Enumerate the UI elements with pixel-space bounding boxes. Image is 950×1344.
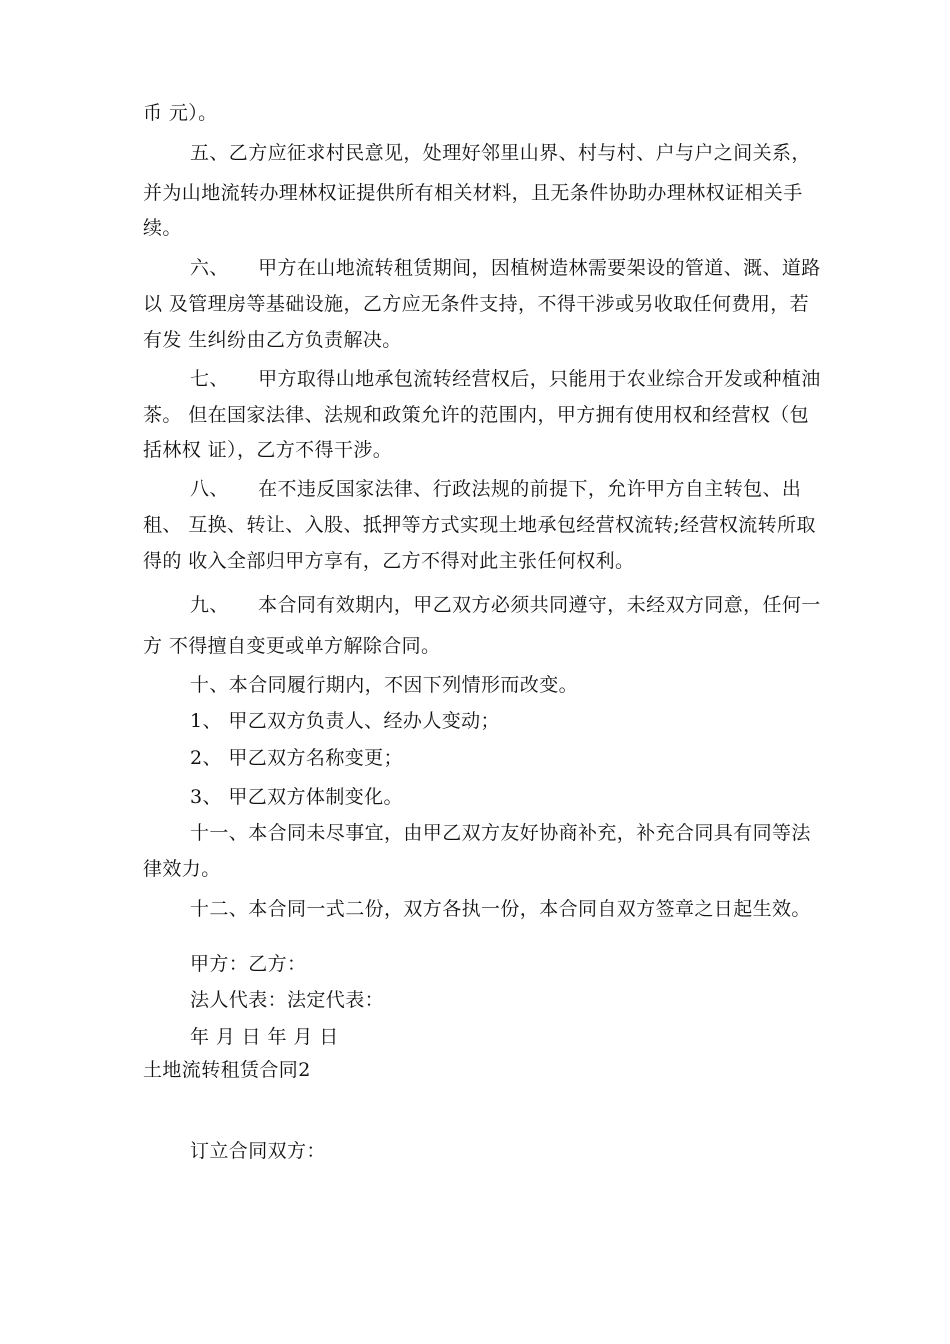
paragraph-6-line: 六、 甲方在山地流转租赁期间，因植树造林需要架设的管道、溉、道路 [190, 257, 821, 279]
section-title: 土地流转租赁合同2 [143, 1059, 311, 1081]
text-line: 币 元）。 [143, 102, 218, 124]
signature-representatives: 法人代表：法定代表： [190, 989, 385, 1011]
paragraph-10-line: 十、本合同履行期内，不因下列情形而改变。 [190, 674, 579, 696]
paragraph-11-line: 律效力。 [143, 858, 221, 880]
paragraph-8-line: 八、 在不违反国家法律、行政法规的前提下，允许甲方自主转包、出 [190, 478, 802, 500]
paragraph-8-line: 得的 收入全部归甲方享有，乙方不得对此主张任何权利。 [143, 550, 635, 572]
paragraph-8-line: 租、 互换、转让、入股、抵押等方式实现土地承包经营权流转;经营权流转所取 [143, 514, 816, 536]
list-item: 1、 甲乙双方负责人、经办人变动； [190, 710, 500, 732]
paragraph-5-line: 五、乙方应征求村民意见，处理好邻里山界、村与村、户与户之间关系， [190, 142, 811, 164]
paragraph-5-line: 并为山地流转办理林权证提供所有相关材料，且无条件协助办理林权证相关手 [143, 182, 803, 204]
signature-dates: 年 月 日 年 月 日 [190, 1026, 339, 1048]
paragraph-7-line: 七、 甲方取得山地承包流转经营权后，只能用于农业综合开发或种植油 [190, 368, 821, 390]
list-item: 2、 甲乙双方名称变更； [190, 747, 403, 769]
paragraph-6-line: 以 及管理房等基础设施，乙方应无条件支持，不得干涉或另收取任何费用，若 [143, 293, 810, 315]
paragraph-9-line: 方 不得擅自变更或单方解除合同。 [143, 635, 441, 657]
paragraph-11-line: 十一、本合同未尽事宜，由甲乙双方友好协商补充，补充合同具有同等法 [190, 822, 811, 844]
text-line: 订立合同双方： [190, 1140, 326, 1162]
paragraph-6-line: 有发 生纠纷由乙方负责解决。 [143, 329, 402, 351]
list-item: 3、 甲乙双方体制变化。 [190, 786, 403, 808]
paragraph-12-line: 十二、本合同一式二份，双方各执一份，本合同自双方签章之日起生效。 [190, 898, 811, 920]
paragraph-9-line: 九、 本合同有效期内，甲乙双方必须共同遵守，未经双方同意，任何一 [190, 594, 821, 616]
paragraph-5-line: 续。 [143, 217, 182, 239]
signature-parties: 甲方：乙方： [190, 953, 307, 975]
paragraph-7-line: 括林权 证），乙方不得干涉。 [143, 439, 393, 461]
paragraph-7-line: 茶。 但在国家法律、法规和政策允许的范围内，甲方拥有使用权和经营权（包 [143, 404, 810, 426]
